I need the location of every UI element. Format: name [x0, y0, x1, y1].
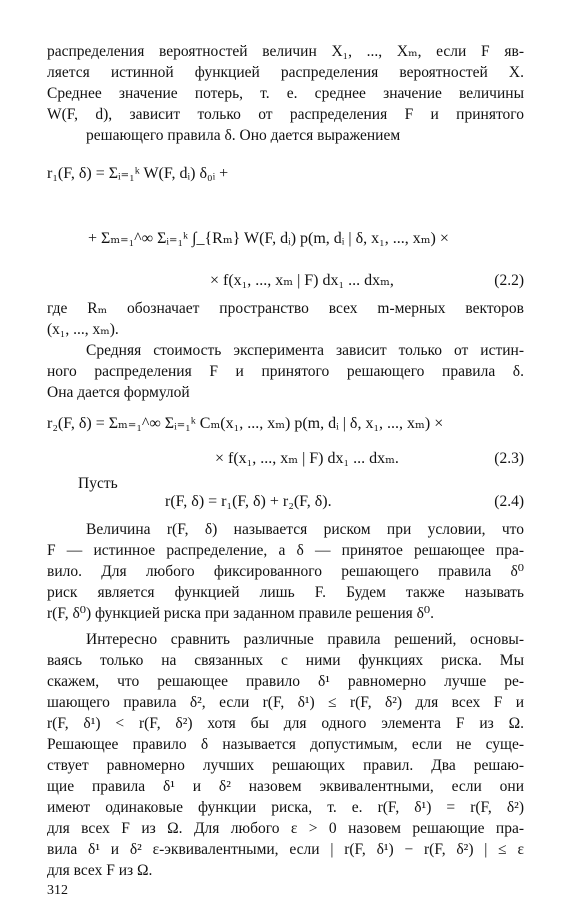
text-line: щие правила δ¹ и δ² назовем эквивалентными, если они	[47, 778, 524, 795]
text-line: Средняя стоимость эксперимента зависит только от истин-	[86, 342, 524, 359]
page-number: 312	[47, 883, 68, 898]
word-pust: Пусть	[78, 475, 118, 492]
text-line: Величина r(F, δ) называется риском при условии, что	[86, 521, 524, 538]
text-line: вила δ¹ и δ² ε-эквивалентными, если | r(F, δ¹) − r(F, δ²) | ≤ ε	[47, 841, 524, 858]
text-line: ляется истинной функцией распределения вероятностей X.	[47, 64, 524, 81]
equation-line: r(F, δ) = r₁(F, δ) + r₂(F, δ).	[165, 493, 332, 510]
text-line: вило. Для любого фиксированного решающего правила δ⁰	[47, 563, 524, 580]
text-line: риск является функцией лишь F. Будем также называть	[47, 584, 524, 601]
text-line: скажем, что решающее правило δ¹ равномерно лучше ре-	[47, 673, 524, 690]
text-line: W(F, d), зависит только от распределения F и принятого	[47, 106, 524, 123]
equation-line: × f(x₁, ..., xₘ | F) dx₁ ... dxₘ.	[215, 450, 399, 467]
equation-number: (2.3)	[494, 450, 524, 467]
text-line: F — истинное распределение, а δ — принятое решающее пра-	[47, 542, 524, 559]
text-line: распределения вероятностей величин X₁, ..., Xₘ, если F яв-	[47, 43, 524, 60]
text-line: решающего правила δ. Оно дается выражением	[86, 127, 401, 144]
text-line: для всех F из Ω. Для любого ε > 0 назовем решающие пра-	[47, 820, 524, 837]
equation-number: (2.4)	[494, 493, 524, 510]
text-line: Среднее значение потерь, т. е. среднее значение величины	[47, 85, 524, 102]
text-line: Интересно сравнить различные правила решений, основы-	[86, 631, 524, 648]
equation-line: + Σₘ₌₁^∞ Σᵢ₌₁ᵏ ∫_{Rₘ} W(F, dᵢ) p(m, dᵢ | δ, x₁, ..., xₘ) ×	[88, 230, 449, 247]
text-line: ного распределения F и принятого решающего правила δ.	[47, 363, 524, 380]
equation-number: (2.2)	[494, 272, 524, 289]
text-line: Решающее правило δ называется допустимым, если не суще-	[47, 736, 524, 753]
text-line: для всех F из Ω.	[47, 862, 153, 879]
text-line: имеют одинаковые функции риска, т. е. r(F, δ¹) = r(F, δ²)	[47, 799, 524, 816]
text-line: (x₁, ..., xₘ).	[47, 321, 119, 338]
equation-line: r₁(F, δ) = Σᵢ₌₁ᵏ W(F, dᵢ) δ₀ᵢ +	[47, 165, 229, 182]
text-line: шающего правила δ², если r(F, δ¹) ≤ r(F, δ²) для всех F и	[47, 694, 524, 711]
equation-line: × f(x₁, ..., xₘ | F) dx₁ ... dxₘ,	[210, 272, 394, 289]
text-line: где Rₘ обозначает пространство всех m-мерных векторов	[47, 300, 524, 317]
text-line: r(F, δ⁰) функцией риска при заданном правиле решения δ⁰.	[47, 605, 435, 622]
equation-line: r₂(F, δ) = Σₘ₌₁^∞ Σᵢ₌₁ᵏ Cₘ(x₁, ..., xₘ) p(m, dᵢ | δ, x₁, ..., xₘ) ×	[47, 415, 444, 432]
text-line: Она дается формулой	[47, 384, 190, 401]
text-line: r(F, δ¹) < r(F, δ²) хотя бы для одного элемента F из Ω.	[47, 715, 524, 732]
text-line: ствует равномерно лучших решающих правил. Два решаю-	[47, 757, 524, 774]
text-line: ваясь только на связанных с ними функциях риска. Мы	[47, 652, 524, 669]
